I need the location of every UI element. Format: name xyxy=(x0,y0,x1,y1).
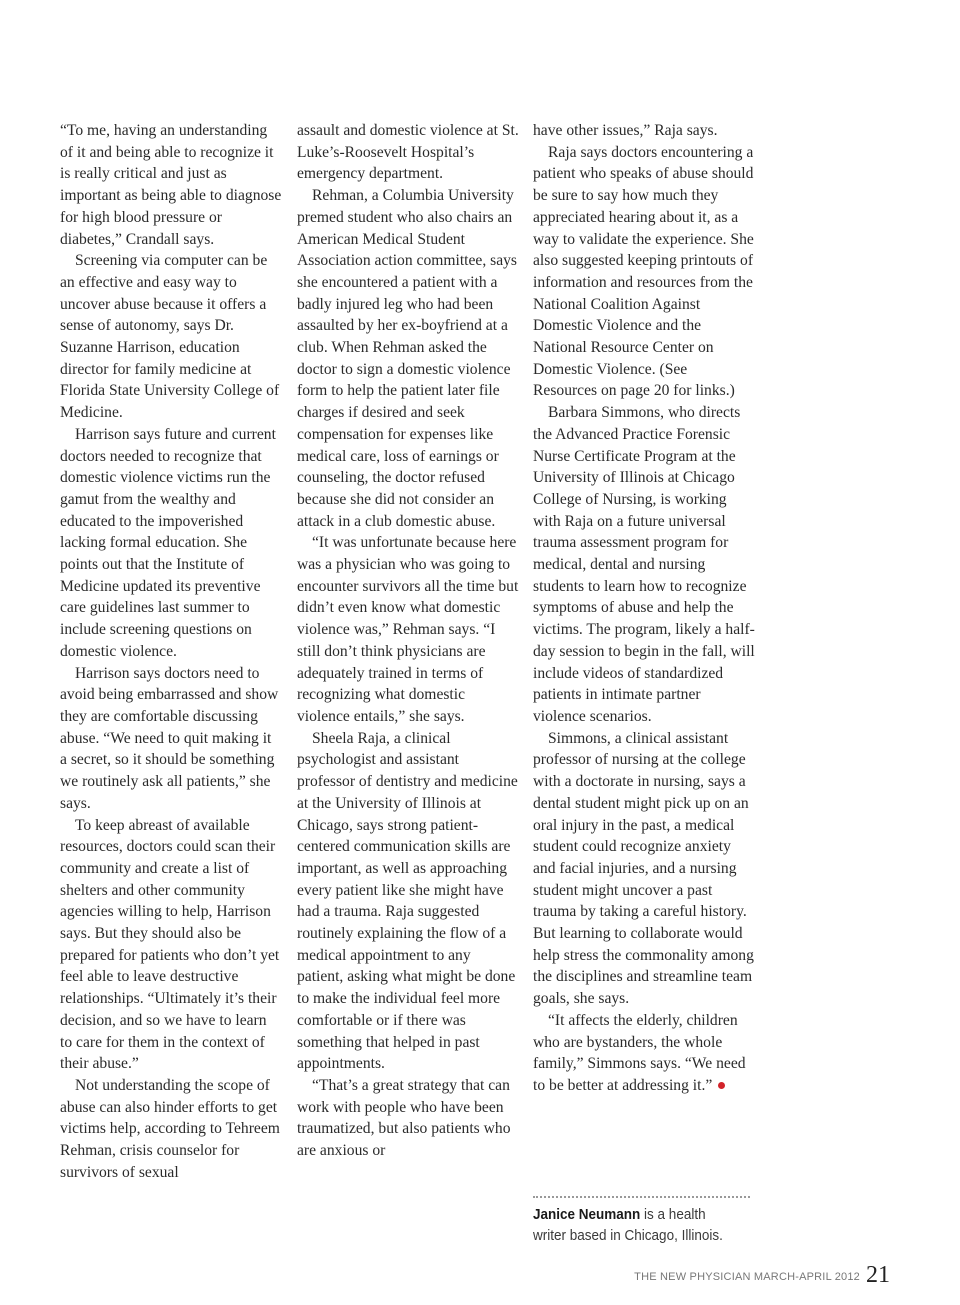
paragraph: Harrison says future and current doctors needed to recognize that domestic violence victims run the gamut from the wealthy and educated to the impoverished lacking formal education. She points out that the Institute of Medicine updated its preventive care guidelines last summer to include screening questions on domestic violence. xyxy=(60,425,276,660)
article-column-2 xyxy=(297,120,519,1162)
paragraph: Harrison says doctors need to avoid being embarrassed and show they are comfortable discussing abuse. “We need to quit making it a secret, so it should be something we routinely ask all patients,” she says. xyxy=(60,664,279,812)
author-name: Janice Neumann xyxy=(533,1206,641,1223)
paragraph: “It was unfortunate because here was a physician who was going to encounter survivors all the time but didn’t even know what domestic violence was,” Rehman says. “I still don’t think physicians are adequately trained in terms of recognizing what domestic violence entails,” she says. xyxy=(297,534,519,725)
article-column-3 xyxy=(533,120,755,1097)
publication-folio: THE NEW PHYSICIAN MARCH-APRIL 2012 xyxy=(634,1271,860,1283)
end-mark-icon xyxy=(718,1082,725,1089)
paragraph: Not understanding the scope of abuse can also hinder efforts to get victims help, according to Tehreem Rehman, crisis counselor for survivors of sexual xyxy=(60,1076,280,1181)
paragraph: Simmons, a clinical assistant professor of nursing at the college with a doctorate in nursing, says a dental student might pick up on an oral injury in the past, a medical student could recognize anxiety and facial injuries, and a nursing student might uncover a past trauma by taking a careful history. But learning to collaborate would help stress the commonality among the disciplines and streamline team goals, she says. xyxy=(533,729,754,1008)
author-bio xyxy=(533,1204,733,1246)
paragraph: “That’s a great strategy that can work with people who have been traumatized, but also patients who are anxious or xyxy=(297,1076,511,1160)
paragraph: have other issues,” Raja says. xyxy=(533,122,718,139)
paragraph: Screening via computer can be an effective and easy way to uncover abuse because it offers a sense of autonomy, says Dr. Suzanne Harrison, education director for family medicine at Florida State University College of Medicine. xyxy=(60,252,280,422)
paragraph: Raja says doctors encountering a patient who speaks of abuse should be sure to say how much they appreciated hearing about it, as a way to validate the experience. She also suggested keeping printouts of information and resources from the National Coalition Against Domestic Violence and the National Resource Center on Domestic Violence. (See Resources on page 20 for links.) xyxy=(533,143,754,400)
paragraph: “To me, having an understanding of it and being able to recognize it is really critical and just as important as being able to diagnose for high blood pressure or diabetes,” Crandall says. xyxy=(60,122,282,248)
paragraph: To keep abreast of available resources, doctors could scan their community and create a list of shelters and other community agencies willing to help, Harrison says. But they should also be prepared for patients who don’t yet feel able to leave destructive relationships. “Ultimately it’s their decision, and so we have to learn to care for them in the context of their abuse.” xyxy=(60,816,280,1073)
article-column-1 xyxy=(60,120,282,1183)
dotted-divider xyxy=(533,1196,750,1198)
page-number: 21 xyxy=(866,1262,890,1288)
author-bio-text: is a health writer based in Chicago, Illinois. xyxy=(533,1206,723,1244)
page-footer xyxy=(634,1262,890,1289)
paragraph-text: “It affects the elderly, children who are bystanders, the whole family,” Simmons says. “We need to be better at addressing it.” xyxy=(533,1011,746,1094)
paragraph: assault and domestic violence at St. Luke’s-Roosevelt Hospital’s emergency department. xyxy=(297,122,519,183)
paragraph: Rehman, a Columbia University premed student who also chairs an American Medical Student Association action committee, says she encountered a patient with a badly injured leg who had been assaulted by her ex-boyfriend at a club. When Rehman asked the doctor to sign a domestic violence form to help the patient later file charges if desired and seek compensation for expenses like medical care, loss of earnings or counseling, the doctor refused because she did not consider an attack in a club domestic abuse. xyxy=(297,187,517,530)
paragraph: Sheela Raja, a clinical psychologist and assistant professor of dentistry and medicine at the University of Illinois at Chicago, says strong patient-centered communication skills are important, as well as approaching every patient like she might have had a trauma. Raja suggested routinely explaining the flow of a medical appointment to any patient, asking what might be done to make the individual feel more comfortable or if there was something that helped in past appointments. xyxy=(297,729,518,1073)
final-paragraph xyxy=(533,1010,755,1097)
paragraph: Barbara Simmons, who directs the Advanced Practice Forensic Nurse Certificate Program at the University of Illinois at Chicago College of Nursing, is working with Raja on a future universal trauma assessment program for medical, dental and nursing students to learn how to recognize symptoms of abuse and help the victims. The program, likely a half-day session to begin in the fall, will include videos of standardized patients in intimate partner violence scenarios. xyxy=(533,404,755,725)
